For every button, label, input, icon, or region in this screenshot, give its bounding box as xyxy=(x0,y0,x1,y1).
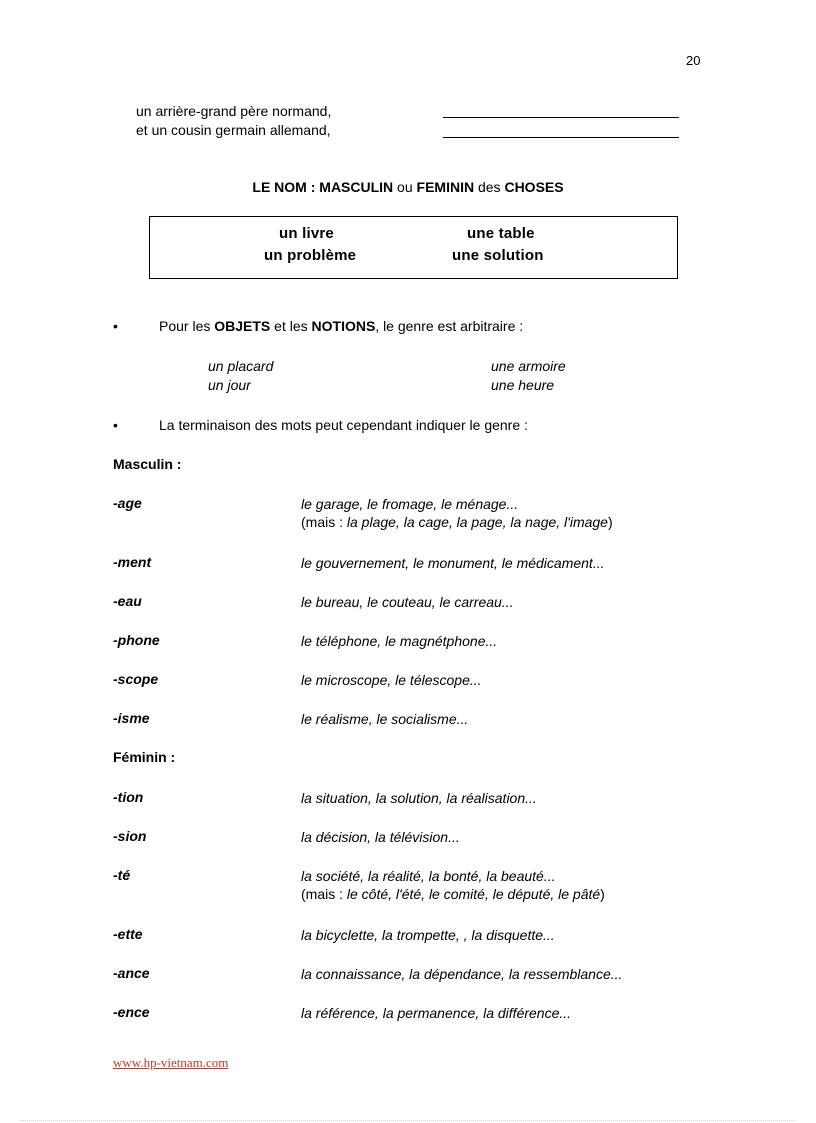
bullet-1-objets: OBJETS xyxy=(214,318,271,334)
intro-line-2: et un cousin germain allemand, xyxy=(136,122,331,138)
section-title xyxy=(0,179,816,195)
words-te xyxy=(301,867,605,903)
suffix-tion: -tion xyxy=(113,789,144,805)
suffix-isme: -isme xyxy=(113,710,150,726)
suffix-ment: -ment xyxy=(113,554,152,570)
bullet-2-text: La terminaison des mots peut cependant indiquer le genre : xyxy=(159,417,528,433)
bullet-1-text-a: Pour les xyxy=(159,318,215,334)
words-age-exception xyxy=(301,513,613,531)
title-part-nom: LE NOM : MASCULIN xyxy=(252,179,394,195)
words-ette: la bicyclette, la trompette, , la disquette... xyxy=(301,927,555,943)
words-ment: le gouvernement, le monument, le médicament... xyxy=(301,555,605,571)
bullet-1-text xyxy=(159,318,523,334)
note-close: ) xyxy=(607,514,613,530)
example-un-jour: un jour xyxy=(208,377,251,393)
note-words: la plage, la cage, la page, la nage, l'image xyxy=(346,514,608,530)
words-age xyxy=(301,495,613,531)
example-un-placard: un placard xyxy=(208,358,274,374)
words-tion: la situation, la solution, la réalisation... xyxy=(301,790,537,806)
masculin-heading: Masculin : xyxy=(113,456,182,472)
intro-line-1: un arrière-grand père normand, xyxy=(136,103,332,119)
note-open: (mais : xyxy=(301,514,347,530)
words-te-exception xyxy=(301,885,605,903)
bullet-1-notions: NOTIONS xyxy=(311,318,376,334)
note-close: ) xyxy=(600,886,605,902)
title-part-feminin: FEMININ xyxy=(416,179,475,195)
suffix-age: -age xyxy=(113,495,142,511)
page-bottom-divider xyxy=(20,1120,796,1121)
suffix-phone: -phone xyxy=(113,632,160,648)
box-word-un-probleme: un problème xyxy=(264,247,357,264)
example-une-armoire: une armoire xyxy=(491,358,566,374)
words-age-main: le garage, le fromage, le ménage... xyxy=(301,496,519,512)
suffix-sion: -sion xyxy=(113,828,147,844)
bullet-1: • xyxy=(113,318,118,334)
words-scope: le microscope, le télescope... xyxy=(301,672,482,688)
feminin-heading: Féminin : xyxy=(113,749,176,765)
page-number: 20 xyxy=(686,53,701,68)
suffix-eau: -eau xyxy=(113,593,142,609)
note-open: (mais : xyxy=(301,886,347,902)
note-words: le côté, l'été, le comité, le député, le pâté xyxy=(346,886,601,902)
box-word-un-livre: un livre xyxy=(279,225,334,242)
words-eau: le bureau, le couteau, le carreau... xyxy=(301,594,514,610)
words-phone: le téléphone, le magnétphone... xyxy=(301,633,498,649)
suffix-scope: -scope xyxy=(113,671,159,687)
fill-in-blank-1[interactable] xyxy=(443,117,679,118)
title-part-choses: CHOSES xyxy=(504,179,564,195)
suffix-ette: -ette xyxy=(113,926,143,942)
fill-in-blank-2[interactable] xyxy=(443,137,679,138)
bullet-1-text-c: et les xyxy=(270,318,312,334)
footer-website-link[interactable]: www.hp-vietnam.com xyxy=(113,1055,229,1070)
box-word-une-solution: une solution xyxy=(452,247,544,264)
box-word-une-table: une table xyxy=(467,225,535,242)
words-te-main: la société, la réalité, la bonté, la beauté... xyxy=(301,868,556,884)
example-box xyxy=(149,216,678,279)
words-ance: la connaissance, la dépendance, la ressemblance... xyxy=(301,966,623,982)
suffix-te: -té xyxy=(113,867,131,883)
title-part-des: des xyxy=(474,179,505,195)
bullet-1-text-e: , le genre est arbitraire : xyxy=(375,318,524,334)
bullet-2: • xyxy=(113,417,118,433)
words-isme: le réalisme, le socialisme... xyxy=(301,711,469,727)
suffix-ence: -ence xyxy=(113,1004,150,1020)
example-une-heure: une heure xyxy=(491,377,555,393)
title-part-ou: ou xyxy=(393,179,417,195)
words-ence: la référence, la permanence, la différence... xyxy=(301,1005,572,1021)
suffix-ance: -ance xyxy=(113,965,150,981)
words-sion: la décision, la télévision... xyxy=(301,829,460,845)
